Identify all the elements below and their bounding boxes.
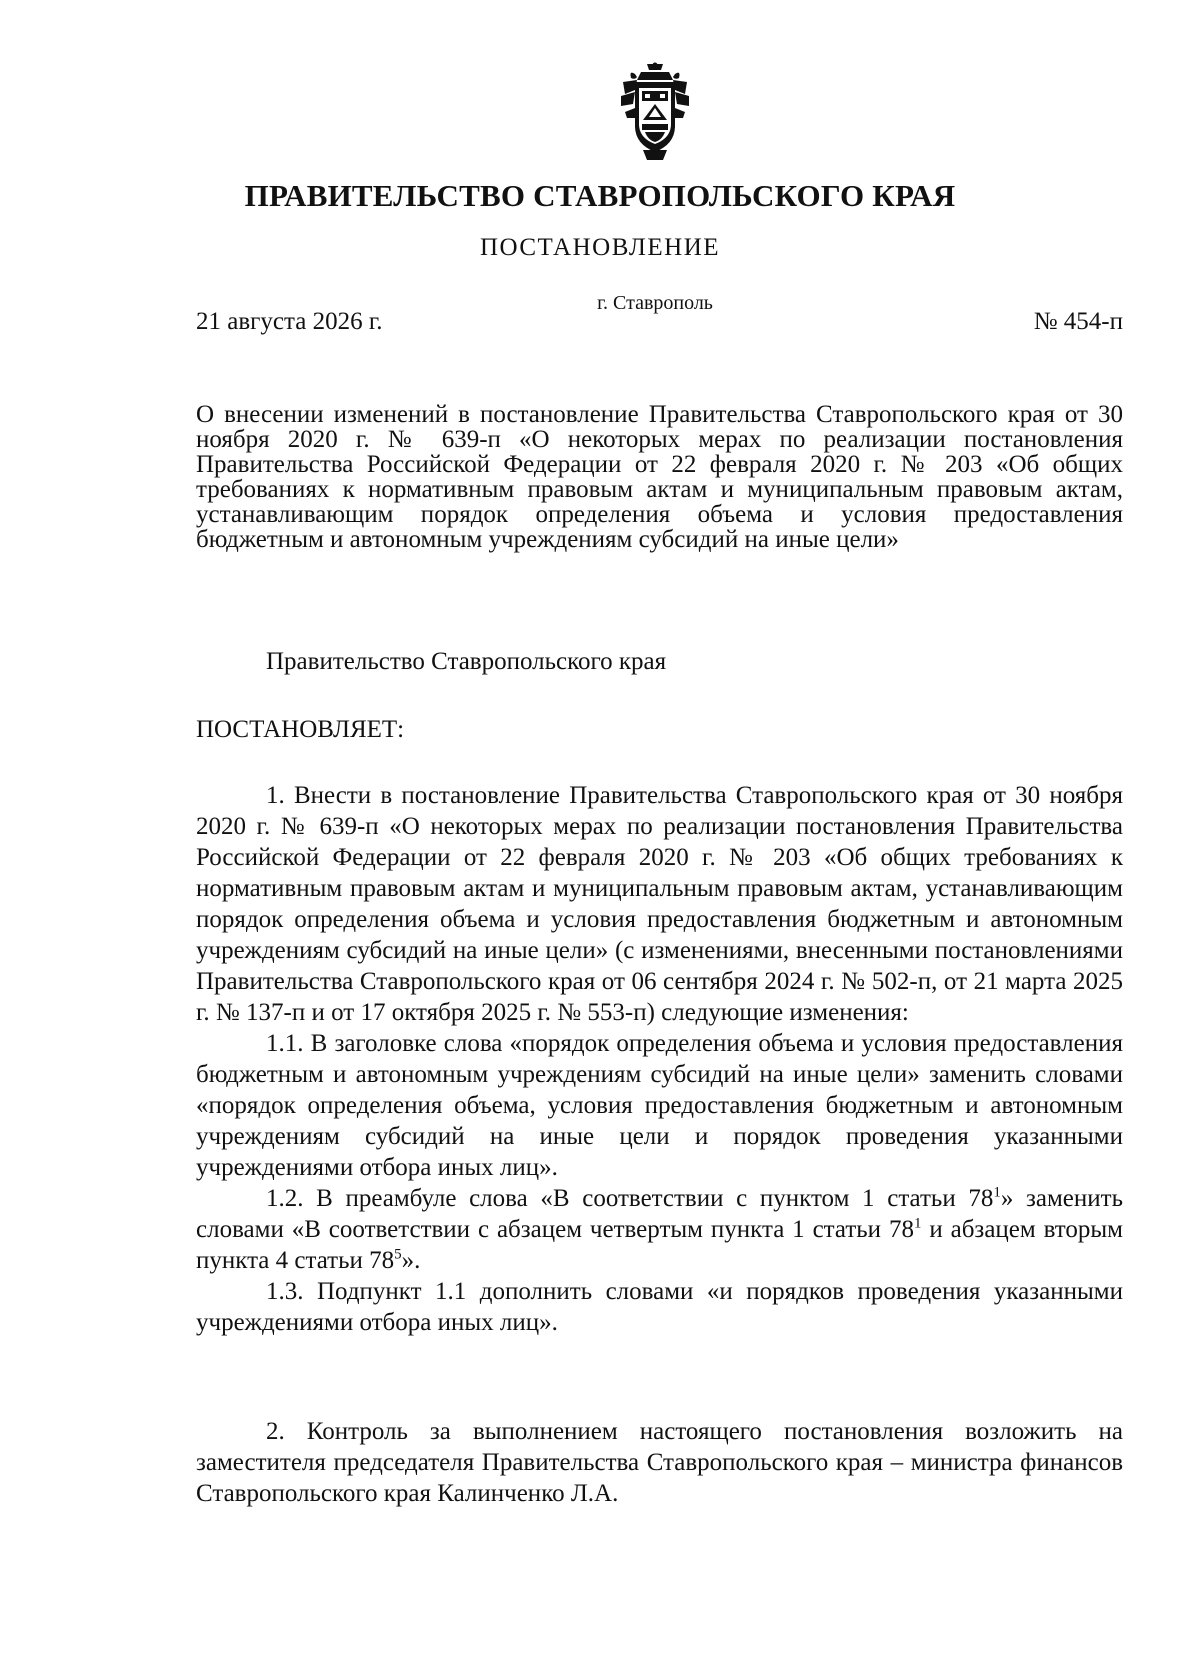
item-2: 2. Контроль за выполнением настоящего постановления возложить на заместителя председателя Правительства Ставропольского края – министра финансов Ставропольского края Калинченко Л.А. [196, 1418, 1123, 1507]
issuer-line [196, 646, 1123, 677]
decides-heading [196, 714, 1123, 745]
item-2-block [196, 1416, 1123, 1509]
item-1: 1. Внести в постановление Правительства Ставропольского края от 30 ноября 2020 г. № 639-п «О некоторых мерах по реализации постановления Правительства Российской Федерации от 22 февраля 2020 г. № 203 «Об общих требованиях к нормативным правовым актам и муниципальным правовым актам, устанавливающим порядок определения объема и условия предоставления бюджетным и автономным учреждениям субсидий на иные цели» (с изменениями, внесенными постановлениями Правительства Ставропольского края от 06 сентября 2024 г. № 502-п, от 21 марта 2025 г. № 137-п и от 17 октября 2025 г. № 553-п) следующие изменения: [196, 782, 1123, 1026]
item-1-2-part2: » заменить словами «В соответствии с абзацем четвертым пункта 1 статьи 78 [196, 1185, 1123, 1243]
item-1-2-sup1: 1 [993, 1184, 1001, 1201]
item-1-1: 1.1. В заголовке слова «порядок определения объема и условия предоставления бюджетным и автономным учреждениям субсидий на иные цели» заменить словами «порядок определения объема, условия предоставления бюджетным и автономным учреждениям субсидий на иные цели и порядок проведения указанными учреждениями отбора иных лиц». [196, 1030, 1123, 1181]
item-1-2-sup2: 1 [913, 1215, 922, 1232]
document-type: ПОСТАНОВЛЕНИЕ [479, 234, 721, 261]
document-subject: О внесении изменений в постановление Правительства Ставропольского края от 30 ноября 2020 г. № 639-п «О некоторых мерах по реализации постановления Правительства Российской Федерации от 22 февраля 2020 г. № 203 «Об общих требованиях к нормативным правовым актам и муниципальным правовым актам, устанавливающим порядок определения объема и условия предоставления бюджетным и автономным учреждениям субсидий на иные цели» [196, 401, 1123, 553]
item-1-2-part1: 1.2. В преамбуле слова «В соответствии с пунктом 1 статьи 78 [266, 1185, 994, 1212]
issuer-text: Правительство Ставропольского края [266, 648, 667, 675]
document-date: 21 августа 2026 г. [196, 308, 383, 335]
government-title: ПРАВИТЕЛЬСТВО СТАВРОПОЛЬСКОГО КРАЯ [244, 178, 956, 213]
stavropol-coat-of-arms-icon [615, 62, 695, 162]
decides-text: ПОСТАНОВЛЯЕТ: [196, 716, 405, 743]
item-1-2-sup3: 5 [394, 1246, 402, 1263]
document-city: г. Ставрополь [597, 292, 713, 314]
item-1-block [196, 780, 1123, 1338]
document-number: № 454-п [1033, 308, 1123, 335]
item-1-2-part3: и абзацем вторым пункта 4 статьи 78 [196, 1216, 1123, 1274]
item-1-2-part4: ». [401, 1247, 421, 1274]
item-1-3: 1.3. Подпункт 1.1 дополнить словами «и порядков проведения указанными учреждениями отбора иных лиц». [196, 1278, 1123, 1336]
item-1-2 [196, 1183, 1123, 1276]
